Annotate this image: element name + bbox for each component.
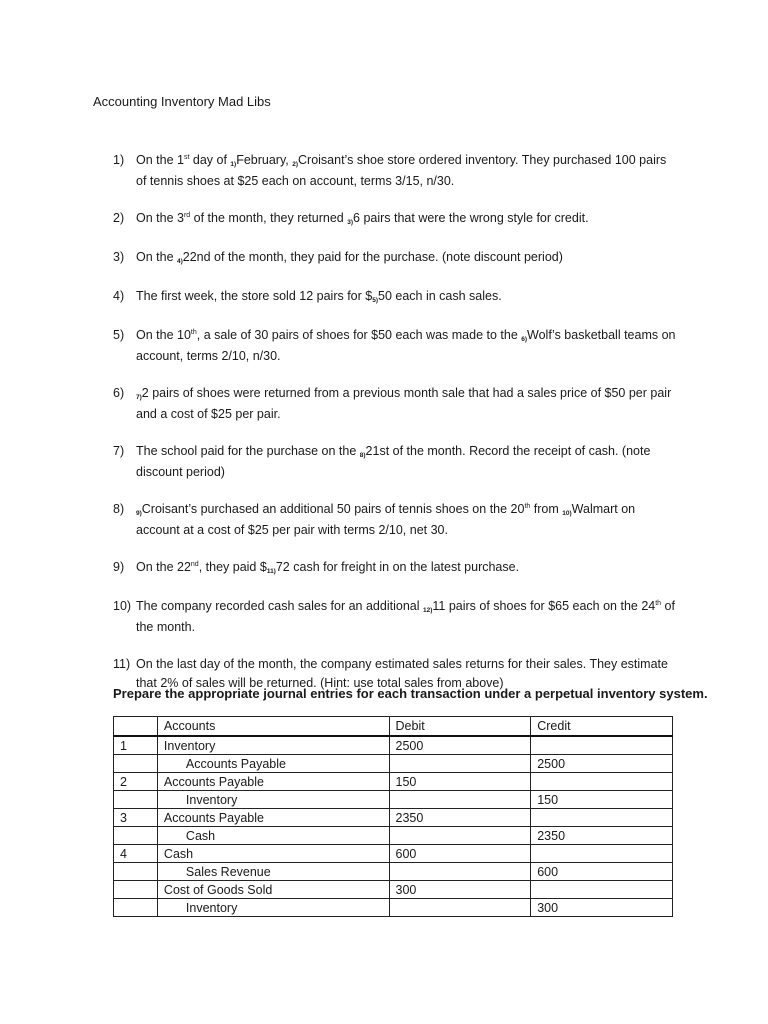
account-name: Inventory <box>157 791 389 809</box>
text-segment: of the month, they returned <box>190 211 348 225</box>
blank-marker: 4) <box>177 258 183 265</box>
text-segment: 11 pairs of shoes for $65 each on the 24 <box>432 599 656 613</box>
item-text <box>136 328 675 363</box>
debit-amount: 150 <box>389 773 531 791</box>
credit-amount <box>531 773 673 791</box>
debit-amount: 2350 <box>389 809 531 827</box>
item-number: 2) <box>113 211 125 225</box>
table-row <box>114 773 673 791</box>
credit-amount: 300 <box>531 899 673 917</box>
account-name: Accounts Payable <box>157 755 389 773</box>
text-segment: , a sale of 30 pairs of shoes for $50 each was made to the <box>196 328 522 342</box>
text-segment: of the month. <box>136 599 675 634</box>
credit-amount: 600 <box>531 863 673 881</box>
item-number: 10) <box>113 599 132 613</box>
entry-number <box>114 755 158 773</box>
blank-marker: 3) <box>347 219 354 226</box>
blank-marker: 2) <box>292 161 299 168</box>
text-segment: On the <box>136 250 177 264</box>
text-segment: On the last day of the month, the company estimated sales returns for their sales. They estimate that 2% of sales will be returned. (Hint: use total sales from above) <box>136 657 668 690</box>
text-segment: The first week, the store sold 12 pairs for $ <box>136 289 373 303</box>
ordinal-suffix: rd <box>183 211 191 219</box>
blank-marker: 7) <box>136 394 142 401</box>
account-name: Cost of Goods Sold <box>157 881 389 899</box>
table-row <box>114 736 673 755</box>
list-item <box>100 209 680 230</box>
text-segment: February, <box>236 153 293 167</box>
table-row <box>114 845 673 863</box>
list-item <box>100 442 680 482</box>
entry-number: 1 <box>114 736 158 755</box>
entry-number <box>114 899 158 917</box>
item-text <box>136 289 502 303</box>
item-text <box>136 502 635 537</box>
table-row <box>114 809 673 827</box>
item-number: 4) <box>113 289 125 303</box>
item-text <box>136 599 675 634</box>
list-item <box>100 384 680 424</box>
item-text <box>136 153 666 188</box>
instructions: Prepare the appropriate journal entries for each transaction under a perpetual inventory system. <box>113 686 708 701</box>
table-row <box>114 863 673 881</box>
account-name: Cash <box>157 845 389 863</box>
text-segment: Wolf’s basketball teams on account, terms 2/10, n/30. <box>136 328 676 363</box>
list-item <box>100 287 680 308</box>
account-name: Inventory <box>157 899 389 917</box>
blank-marker: 10) <box>562 510 572 517</box>
table-row <box>114 827 673 845</box>
text-segment: 72 cash for freight in on the latest purchase. <box>275 560 520 574</box>
text-segment: 50 each in cash sales. <box>378 289 502 303</box>
text-segment: The school paid for the purchase on the <box>136 444 360 458</box>
page-title: Accounting Inventory Mad Libs <box>93 94 271 109</box>
blank-marker: 12) <box>422 607 433 614</box>
entry-number: 4 <box>114 845 158 863</box>
header-accounts: Accounts <box>157 717 389 737</box>
list-item <box>100 248 680 269</box>
header-number <box>114 717 158 737</box>
item-text <box>136 444 650 479</box>
text-segment: 22nd of the month, they paid for the purchase. (note discount period) <box>182 250 563 264</box>
entry-number <box>114 791 158 809</box>
text-segment: Croisant’s purchased an additional 50 pairs of tennis shoes on the 20 <box>141 502 525 516</box>
credit-amount <box>531 845 673 863</box>
credit-amount: 150 <box>531 791 673 809</box>
item-number: 3) <box>113 250 125 264</box>
item-number: 5) <box>113 328 125 342</box>
list-item <box>100 558 680 579</box>
account-name: Accounts Payable <box>157 773 389 791</box>
list-item <box>100 500 680 540</box>
blank-marker: 6) <box>521 336 528 343</box>
item-text <box>136 560 519 574</box>
text-segment: 2 pairs of shoes were returned from a previous month sale that had a sales price of $50 per pair and a cost of $25 per pair. <box>136 386 672 421</box>
entry-number <box>114 881 158 899</box>
item-number: 6) <box>113 386 125 400</box>
entry-number: 3 <box>114 809 158 827</box>
text-segment: 21st of the month. Record the receipt of cash. (note discount period) <box>136 444 651 479</box>
journal-table <box>113 716 673 917</box>
account-name: Sales Revenue <box>157 863 389 881</box>
item-number: 8) <box>113 502 125 516</box>
account-name: Inventory <box>157 736 389 755</box>
blank-marker: 1) <box>230 161 237 168</box>
list-item <box>100 151 680 191</box>
list-item <box>100 597 680 637</box>
debit-amount: 600 <box>389 845 531 863</box>
credit-amount: 2500 <box>531 755 673 773</box>
text-segment: day of <box>189 153 231 167</box>
debit-amount <box>389 827 531 845</box>
blank-marker: 5) <box>372 297 378 304</box>
item-text <box>136 386 671 421</box>
entry-number: 2 <box>114 773 158 791</box>
text-segment: Walmart on account at a cost of $25 per pair with terms 2/10, net 30. <box>136 502 636 537</box>
ordinal-suffix: th <box>190 328 197 336</box>
credit-amount: 2350 <box>531 827 673 845</box>
item-number: 1) <box>113 153 125 167</box>
transaction-list <box>100 151 680 711</box>
text-segment: The company recorded cash sales for an additional <box>136 599 423 613</box>
ordinal-suffix: nd <box>190 560 199 568</box>
text-segment: from <box>530 502 563 516</box>
table-row <box>114 755 673 773</box>
table-row <box>114 881 673 899</box>
table-header-row <box>114 717 673 737</box>
debit-amount: 300 <box>389 881 531 899</box>
account-name: Cash <box>157 827 389 845</box>
table-row <box>114 791 673 809</box>
blank-marker: 9) <box>136 510 142 517</box>
item-text <box>136 250 563 264</box>
header-debit: Debit <box>389 717 531 737</box>
text-segment: On the 10 <box>136 328 191 342</box>
header-credit: Credit <box>531 717 673 737</box>
debit-amount <box>389 863 531 881</box>
text-segment: On the 1 <box>136 153 184 167</box>
list-item <box>100 326 680 366</box>
text-segment: On the 3 <box>136 211 184 225</box>
item-text <box>136 211 589 225</box>
credit-amount <box>531 809 673 827</box>
text-segment: , they paid $ <box>198 560 267 574</box>
ordinal-suffix: st <box>183 153 190 161</box>
credit-amount <box>531 736 673 755</box>
debit-amount: 2500 <box>389 736 531 755</box>
blank-marker: 11) <box>266 568 276 575</box>
item-number: 9) <box>113 560 125 574</box>
item-number: 11) <box>113 657 131 671</box>
entry-number <box>114 863 158 881</box>
debit-amount <box>389 899 531 917</box>
credit-amount <box>531 881 673 899</box>
text-segment: On the 22 <box>136 560 191 574</box>
text-segment: Croisant’s shoe store ordered inventory. They purchased 100 pairs of tennis shoes at $25 each on account, terms 3/15, n/30. <box>136 153 667 188</box>
text-segment: 6 pairs that were the wrong style for credit. <box>353 211 589 225</box>
item-number: 7) <box>113 444 125 458</box>
entry-number <box>114 827 158 845</box>
ordinal-suffix: th <box>524 502 531 510</box>
ordinal-suffix: th <box>655 599 662 607</box>
table-row <box>114 899 673 917</box>
debit-amount <box>389 755 531 773</box>
blank-marker: 8) <box>359 452 366 459</box>
account-name: Accounts Payable <box>157 809 389 827</box>
debit-amount <box>389 791 531 809</box>
